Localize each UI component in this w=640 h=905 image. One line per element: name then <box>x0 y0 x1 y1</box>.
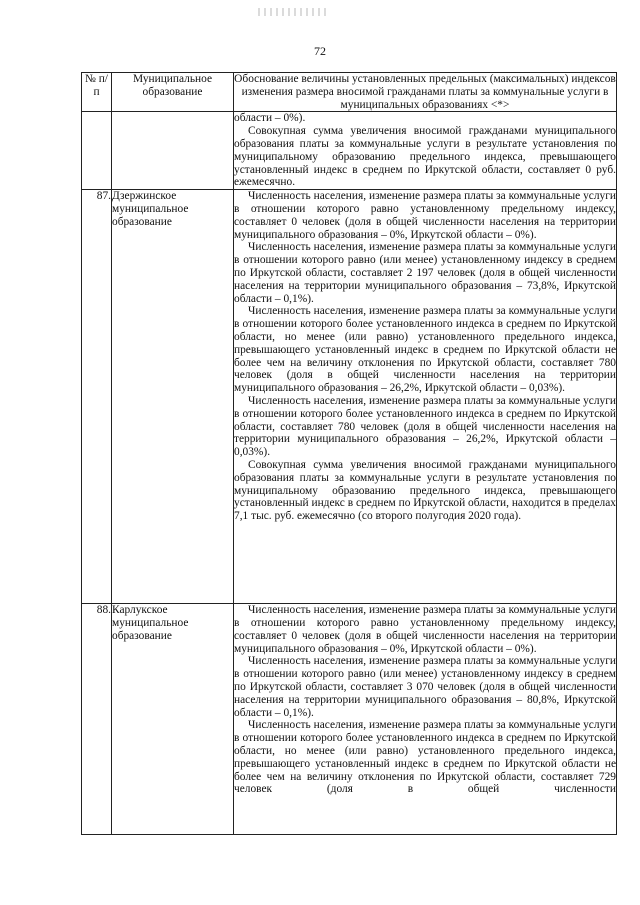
scan-artifact <box>258 8 328 16</box>
header-municipality: Муниципальное образование <box>112 73 234 112</box>
table-row <box>82 190 617 604</box>
row-num: 87. <box>82 190 112 604</box>
page-number: 72 <box>314 44 326 58</box>
row-num <box>82 112 112 190</box>
paragraph: Численность населения, изменение размера платы за коммунальные услуги в отношении которого равно установленному предельному индексу, составляет 0 человек (доля в общей численности населения на территории муниципального образования – 0%, Иркутской области – 0%). <box>234 190 616 241</box>
row-municipality: Дзержинское муниципальное образование <box>112 190 234 604</box>
header-justification: Обоснование величины установленных предельных (максимальных) индексов изменения размера вносимой гражданами платы за коммунальные услуги в муниципальных образованиях <*> <box>234 73 616 111</box>
paragraph: Численность населения, изменение размера платы за коммунальные услуги в отношении которого более установленного индекса в среднем по Иркутской области, составляет 780 человек (доля в общей численности населения на территории муниципального образования – 26,2%, Иркутской области – 0,03%). <box>234 394 616 459</box>
paragraph: Численность населения, изменение размера платы за коммунальные услуги в отношении которого равно (или менее) установленному индексу в среднем по Иркутской области, составляет 3 070 человек (доля в общей численности населения на территории муниципального образования – 80,8%, Иркутской области – 0,1%). <box>234 655 616 719</box>
paragraph: Численность населения, изменение размера платы за коммунальные услуги в отношении которого равно (или менее) установленному индексу в среднем по Иркутской области, составляет 2 197 человек (доля в общей численности населения на территории муниципального образования – 73,8%, Иркутской области – 0,1%). <box>234 241 616 305</box>
table-header-row <box>82 73 617 112</box>
row-municipality <box>112 112 234 190</box>
row-justification <box>234 190 617 604</box>
table-row <box>82 112 617 190</box>
header-num: № п/п <box>82 73 112 112</box>
paragraph: Численность населения, изменение размера платы за коммунальные услуги в отношении которого более установленного индекса в среднем по Иркутской области, но менее (или равно) установленного предельного индекса, превышающего установленный индекс в среднем по Иркутской области не более чем на величину отклонения по Иркутской области, составляет 780 человек (доля в общей численности населения на территории муниципального образования – 26,2%, Иркутской области – 0,03%). <box>234 305 616 395</box>
paragraph: Численность населения, изменение размера платы за коммунальные услуги в отношении которого равно установленному предельному индексу, составляет 0 человек (доля в общей численности населения на территории муниципального образования – 0%, Иркутской области – 0%). <box>234 604 616 655</box>
paragraph: Численность населения, изменение размера платы за коммунальные услуги в отношении которого более установленного индекса в среднем по Иркутской области, но менее (или равно) установленного предельного индекса, превышающего установленный индекс в среднем по Иркутской области не более чем на величину отклонения по Иркутской области, составляет 729 человек (доля в общей численности <box>234 719 616 796</box>
paragraph: области – 0%). <box>234 112 306 125</box>
row-justification <box>234 604 617 835</box>
row-municipality: Карлукское муниципальное образование <box>112 604 234 835</box>
paragraph: Совокупная сумма увеличения вносимой гражданами муниципального образования платы за коммунальные услуги в результате установления по муниципальному образованию предельного индекса, превышающего установленный индекс в среднем по Иркутской области, составляет 0 руб. ежемесячно. <box>234 125 616 189</box>
table-row <box>82 604 617 835</box>
paragraph: Совокупная сумма увеличения вносимой гражданами муниципального образования платы за коммунальные услуги в результате установления по муниципальному образованию предельного индекса, превышающего установленный индекс в среднем по Иркутской области, находится в пределах 7,1 тыс. руб. ежемесячно (со второго полугодия 2020 года). <box>234 458 616 523</box>
row-justification <box>234 112 617 190</box>
justification-table <box>81 72 617 835</box>
row-num: 88. <box>82 604 112 835</box>
